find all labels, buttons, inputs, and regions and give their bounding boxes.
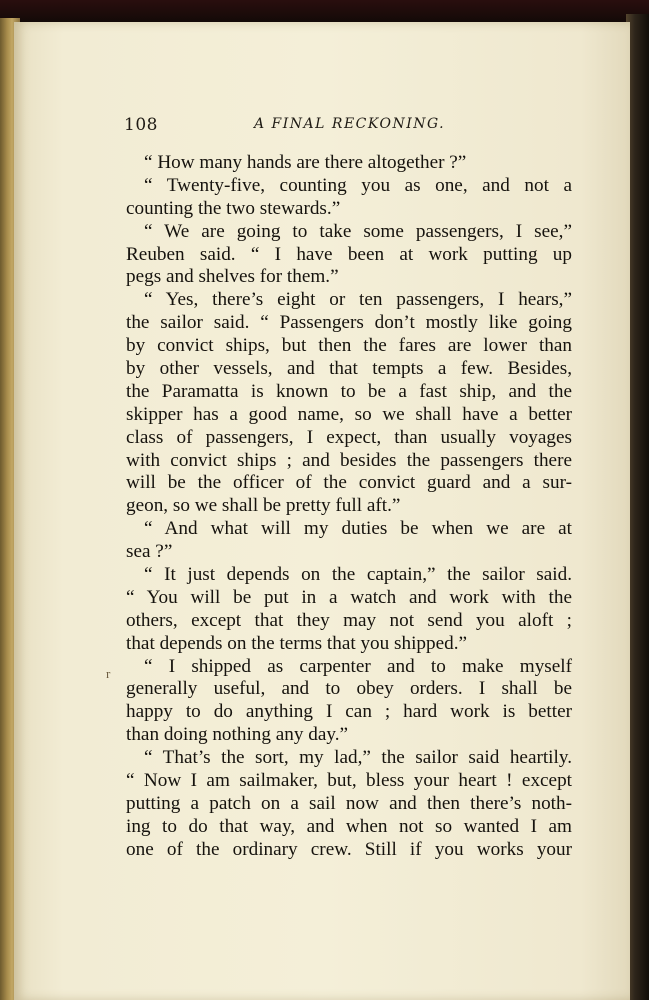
text-line: “ Now I am sailmaker, but, bless your heart ! except xyxy=(126,770,572,792)
page-number: 108 xyxy=(124,115,158,135)
text-line: sea ?” xyxy=(126,541,173,563)
text-line: “ And what will my duties be when we are at xyxy=(144,518,572,540)
text-line: Reuben said. “ I have been at work putting up xyxy=(126,243,572,265)
text-line: one of the ordinary crew. Still if you works your xyxy=(126,838,572,860)
running-title: A FINAL RECKONING. xyxy=(254,116,446,132)
text-line: skipper has a good name, so we shall have a better xyxy=(126,403,572,425)
text-line: geon, so we shall be pretty full aft.” xyxy=(126,495,401,517)
text-line: with convict ships ; and besides the passengers there xyxy=(126,449,572,471)
text-line: the sailor said. “ Passengers don’t mostly like going xyxy=(126,312,572,334)
text-line: the Paramatta is known to be a fast ship, and the xyxy=(126,380,572,402)
text-line: by other vessels, and that tempts a few. Besides, xyxy=(126,358,572,380)
text-line: “ Yes, there’s eight or ten passengers, I hears,” xyxy=(144,289,572,311)
text-line: generally useful, and to obey orders. I shall be xyxy=(126,678,572,700)
text-line: “ Twenty-five, counting you as one, and not a xyxy=(144,174,572,196)
running-head xyxy=(0,113,649,139)
text-line: “ It just depends on the captain,” the sailor said. xyxy=(144,564,572,586)
text-line: “ You will be put in a watch and work with the xyxy=(126,586,572,608)
text-line: “ That’s the sort, my lad,” the sailor said heartily. xyxy=(144,747,572,769)
text-line: happy to do anything I can ; hard work is better xyxy=(126,701,572,723)
text-line: counting the two stewards.” xyxy=(126,197,341,219)
text-line: “ I shipped as carpenter and to make myself xyxy=(144,655,572,677)
margin-pencil-mark: r xyxy=(106,666,111,681)
text-line: will be the officer of the convict guard and a sur- xyxy=(126,472,572,494)
text-line: than doing nothing any day.” xyxy=(126,724,349,746)
text-line: “ We are going to take some passengers, I see,” xyxy=(144,220,572,242)
text-line: class of passengers, I expect, than usually voyages xyxy=(126,426,572,448)
text-line: “ How many hands are there altogether ?” xyxy=(144,152,467,173)
text-line: others, except that they may not send you aloft ; xyxy=(126,609,572,631)
text-line: pegs and shelves for them.” xyxy=(126,266,339,288)
text-line: ing to do that way, and when not so wanted I am xyxy=(126,815,572,837)
text-line: that depends on the terms that you shipped.” xyxy=(126,632,468,654)
text-line: putting a patch on a sail now and then there’s noth- xyxy=(126,792,572,814)
body-text xyxy=(126,152,572,862)
text-line: by convict ships, but then the fares are lower than xyxy=(126,335,572,357)
